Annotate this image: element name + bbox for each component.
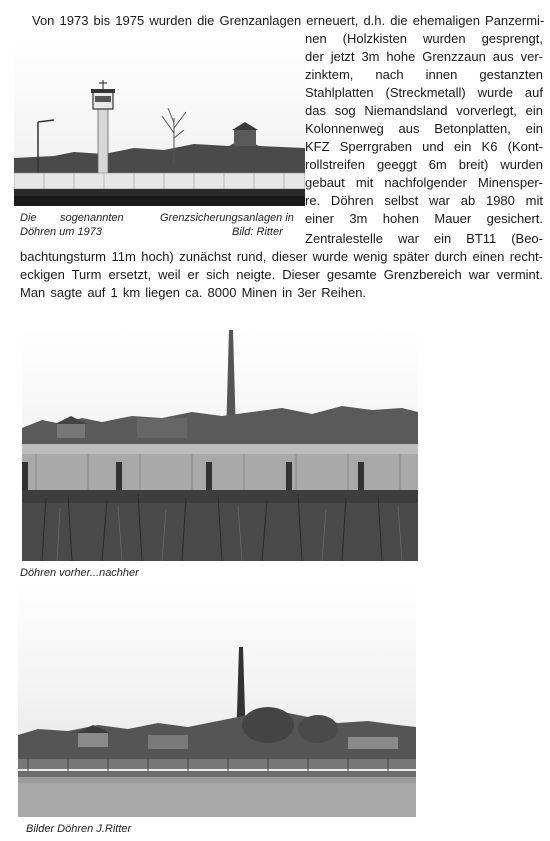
watchtower-photo (14, 38, 305, 206)
intro-line-10: gebaut mit nachfolgender Minensper- (305, 175, 543, 190)
intro-line-6: das sog Niemandsland vorverlegt, ein (305, 103, 543, 118)
intro-line-11: re. Döhren selbst war ab 1980 mit (305, 193, 543, 208)
intro-line-7: Kolonnenweg aus Betonplatten, ein (305, 121, 543, 136)
intro-line-2: nen (Holzkisten wurden gesprengt, (305, 31, 543, 46)
intro-line-3: der jetzt 3m hohe Grenzzaun aus ver- (305, 49, 543, 64)
intro-line-9: rollstreifen geeggt 6m breit) wurden (305, 157, 543, 172)
wall-after-photo (18, 585, 416, 817)
caption1-line1-right: Grenzsicherungsanlagen in (160, 212, 294, 224)
intro-line-13: Zentralestelle war ein BT11 (Beo- (305, 231, 543, 246)
caption1-line1-left: Die (20, 212, 37, 224)
intro-line-4: zinktem, nach innen gestanzten (305, 67, 543, 82)
intro-line-5: Stahlplatten (Streckmetall) wurde auf (305, 85, 543, 100)
caption1-line2-left: Döhren um 1973 (20, 226, 102, 238)
caption3: Bilder Döhren J.Ritter (26, 823, 132, 835)
caption2: Döhren vorher...nachher (20, 567, 139, 579)
intro-line-14: bachtungsturm 11m hoch) zunächst rund, dieser wurde wenig später durch einen recht- (20, 249, 543, 264)
intro-line-12: einer 3m hohen Mauer gesichert. (305, 211, 543, 226)
intro-line-15: eckigen Turm ersetzt, weil er sich neigte. Dieser gesamte Grenzbereich war vermint. (20, 267, 543, 282)
intro-line-1: Von 1973 bis 1975 wurden die Grenzanlagen erneuert, d.h. die ehemaligen Panzermi- (32, 13, 545, 28)
caption1-line2-right: Bild: Ritter (232, 226, 283, 238)
wall-before-photo (22, 328, 418, 561)
caption1-line1-mid: sogenannten (60, 212, 124, 224)
intro-line-16: Man sagte auf 1 km liegen ca. 8000 Minen in 3er Reihen. (20, 285, 367, 300)
intro-line-8: KFZ Sperrgraben und ein K6 (Kont- (305, 139, 543, 154)
